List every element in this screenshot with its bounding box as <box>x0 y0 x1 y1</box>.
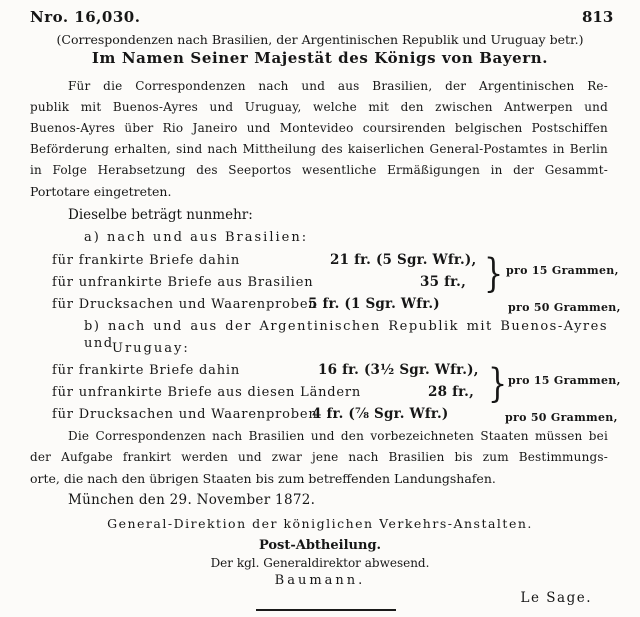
paragraph1-line: Beförderung erhalten, sind nach Mittheilung des kaiserlichen General-Postamtes in Berlin <box>30 142 608 156</box>
dateline: München den 29. November 1872. <box>68 492 316 508</box>
tariff-amount: 16 fr. (3½ Sgr. Wfr.), <box>318 362 479 378</box>
section-a-header: a) nach und aus Brasilien: <box>84 230 309 245</box>
paragraph2-line: Die Correspondenzen nach Brasilien und den vorbezeichneten Staaten müssen bei <box>68 429 608 443</box>
tariff-row <box>52 296 621 314</box>
proclamation-heading: Im Namen Seiner Majestät des Königs von Bayern. <box>91 49 549 67</box>
page-number: 813 <box>582 8 614 26</box>
tariff-label: für Drucksachen und Waarenproben <box>52 297 318 312</box>
authority-line: General-Direktion der königlichen Verkehrs-Anstalten. <box>107 516 533 531</box>
tariff-label: für unfrankirte Briefe aus diesen Ländern <box>52 385 362 400</box>
brace-glyph: } <box>484 251 504 297</box>
paragraph2-line: der Aufgabe frankirt werden und zwar jene nach Brasilien bis zum Bestimmungs- <box>30 450 608 464</box>
brace-glyph: } <box>488 361 508 407</box>
tariff-amount: 5 fr. (1 Sgr. Wfr.) <box>308 296 440 312</box>
tariff-label: für Drucksachen und Waarenproben <box>52 407 318 422</box>
per-weight-note: pro 50 Grammen, <box>505 411 618 424</box>
tariff-label: für frankirte Briefe dahin <box>52 253 241 268</box>
section-b-header: b) nach und aus der Argentinischen Republik mit Buenos-Ayres und <box>84 319 608 351</box>
tariff-label: für frankirte Briefe dahin <box>52 363 241 378</box>
countersigner-name: Le Sage. <box>520 590 592 606</box>
paragraph1-line: Buenos-Ayres über Rio Janeiro und Montevideo coursirenden belgischen Postschiffen <box>30 121 608 135</box>
tariff-label: für unfrankirte Briefe aus Brasilien <box>52 275 314 290</box>
closing-rule <box>256 609 396 611</box>
tariff-row <box>52 406 618 424</box>
department-line: Post-Abtheilung. <box>258 538 382 553</box>
subject-line: (Correspondenzen nach Brasilien, der Argentinischen Republik und Uruguay betr.) <box>56 32 584 47</box>
signer-name: Baumann. <box>274 573 366 588</box>
intro-line: Dieselbe beträgt nunmehr: <box>68 207 253 223</box>
doc-number: Nro. 16,030. <box>30 8 141 26</box>
tariff-amount: 21 fr. (5 Sgr. Wfr.), <box>330 252 477 268</box>
section-b-header2: Uruguay: <box>112 341 190 356</box>
paragraph2-line: orte, die nach den übrigen Staaten bis zum betreffenden Landungshafen. <box>30 471 496 486</box>
tariff-amount: 4 fr. (⅞ Sgr. Wfr.) <box>312 406 449 422</box>
per-weight-note: pro 15 Grammen, <box>508 374 621 387</box>
tariff-amount: 28 fr., <box>428 384 474 400</box>
tariff-amount: 35 fr., <box>420 274 466 290</box>
paragraph1-line: publik mit Buenos-Ayres und Uruguay, welche mit den zwischen Antwerpen und <box>30 100 608 114</box>
per-weight-note: pro 50 Grammen, <box>508 301 621 314</box>
per-weight-note: pro 15 Grammen, <box>506 264 619 277</box>
absence-note: Der kgl. Generaldirektor abwesend. <box>210 556 430 570</box>
paragraph1-line: in Folge Herabsetzung des Seeportos wesentliche Ermäßigungen in der Gesammt- <box>30 163 608 177</box>
paragraph1-line: Für die Correspondenzen nach und aus Brasilien, der Argentinischen Re- <box>68 79 608 93</box>
paragraph1-line: Portotare eingetreten. <box>30 184 172 199</box>
